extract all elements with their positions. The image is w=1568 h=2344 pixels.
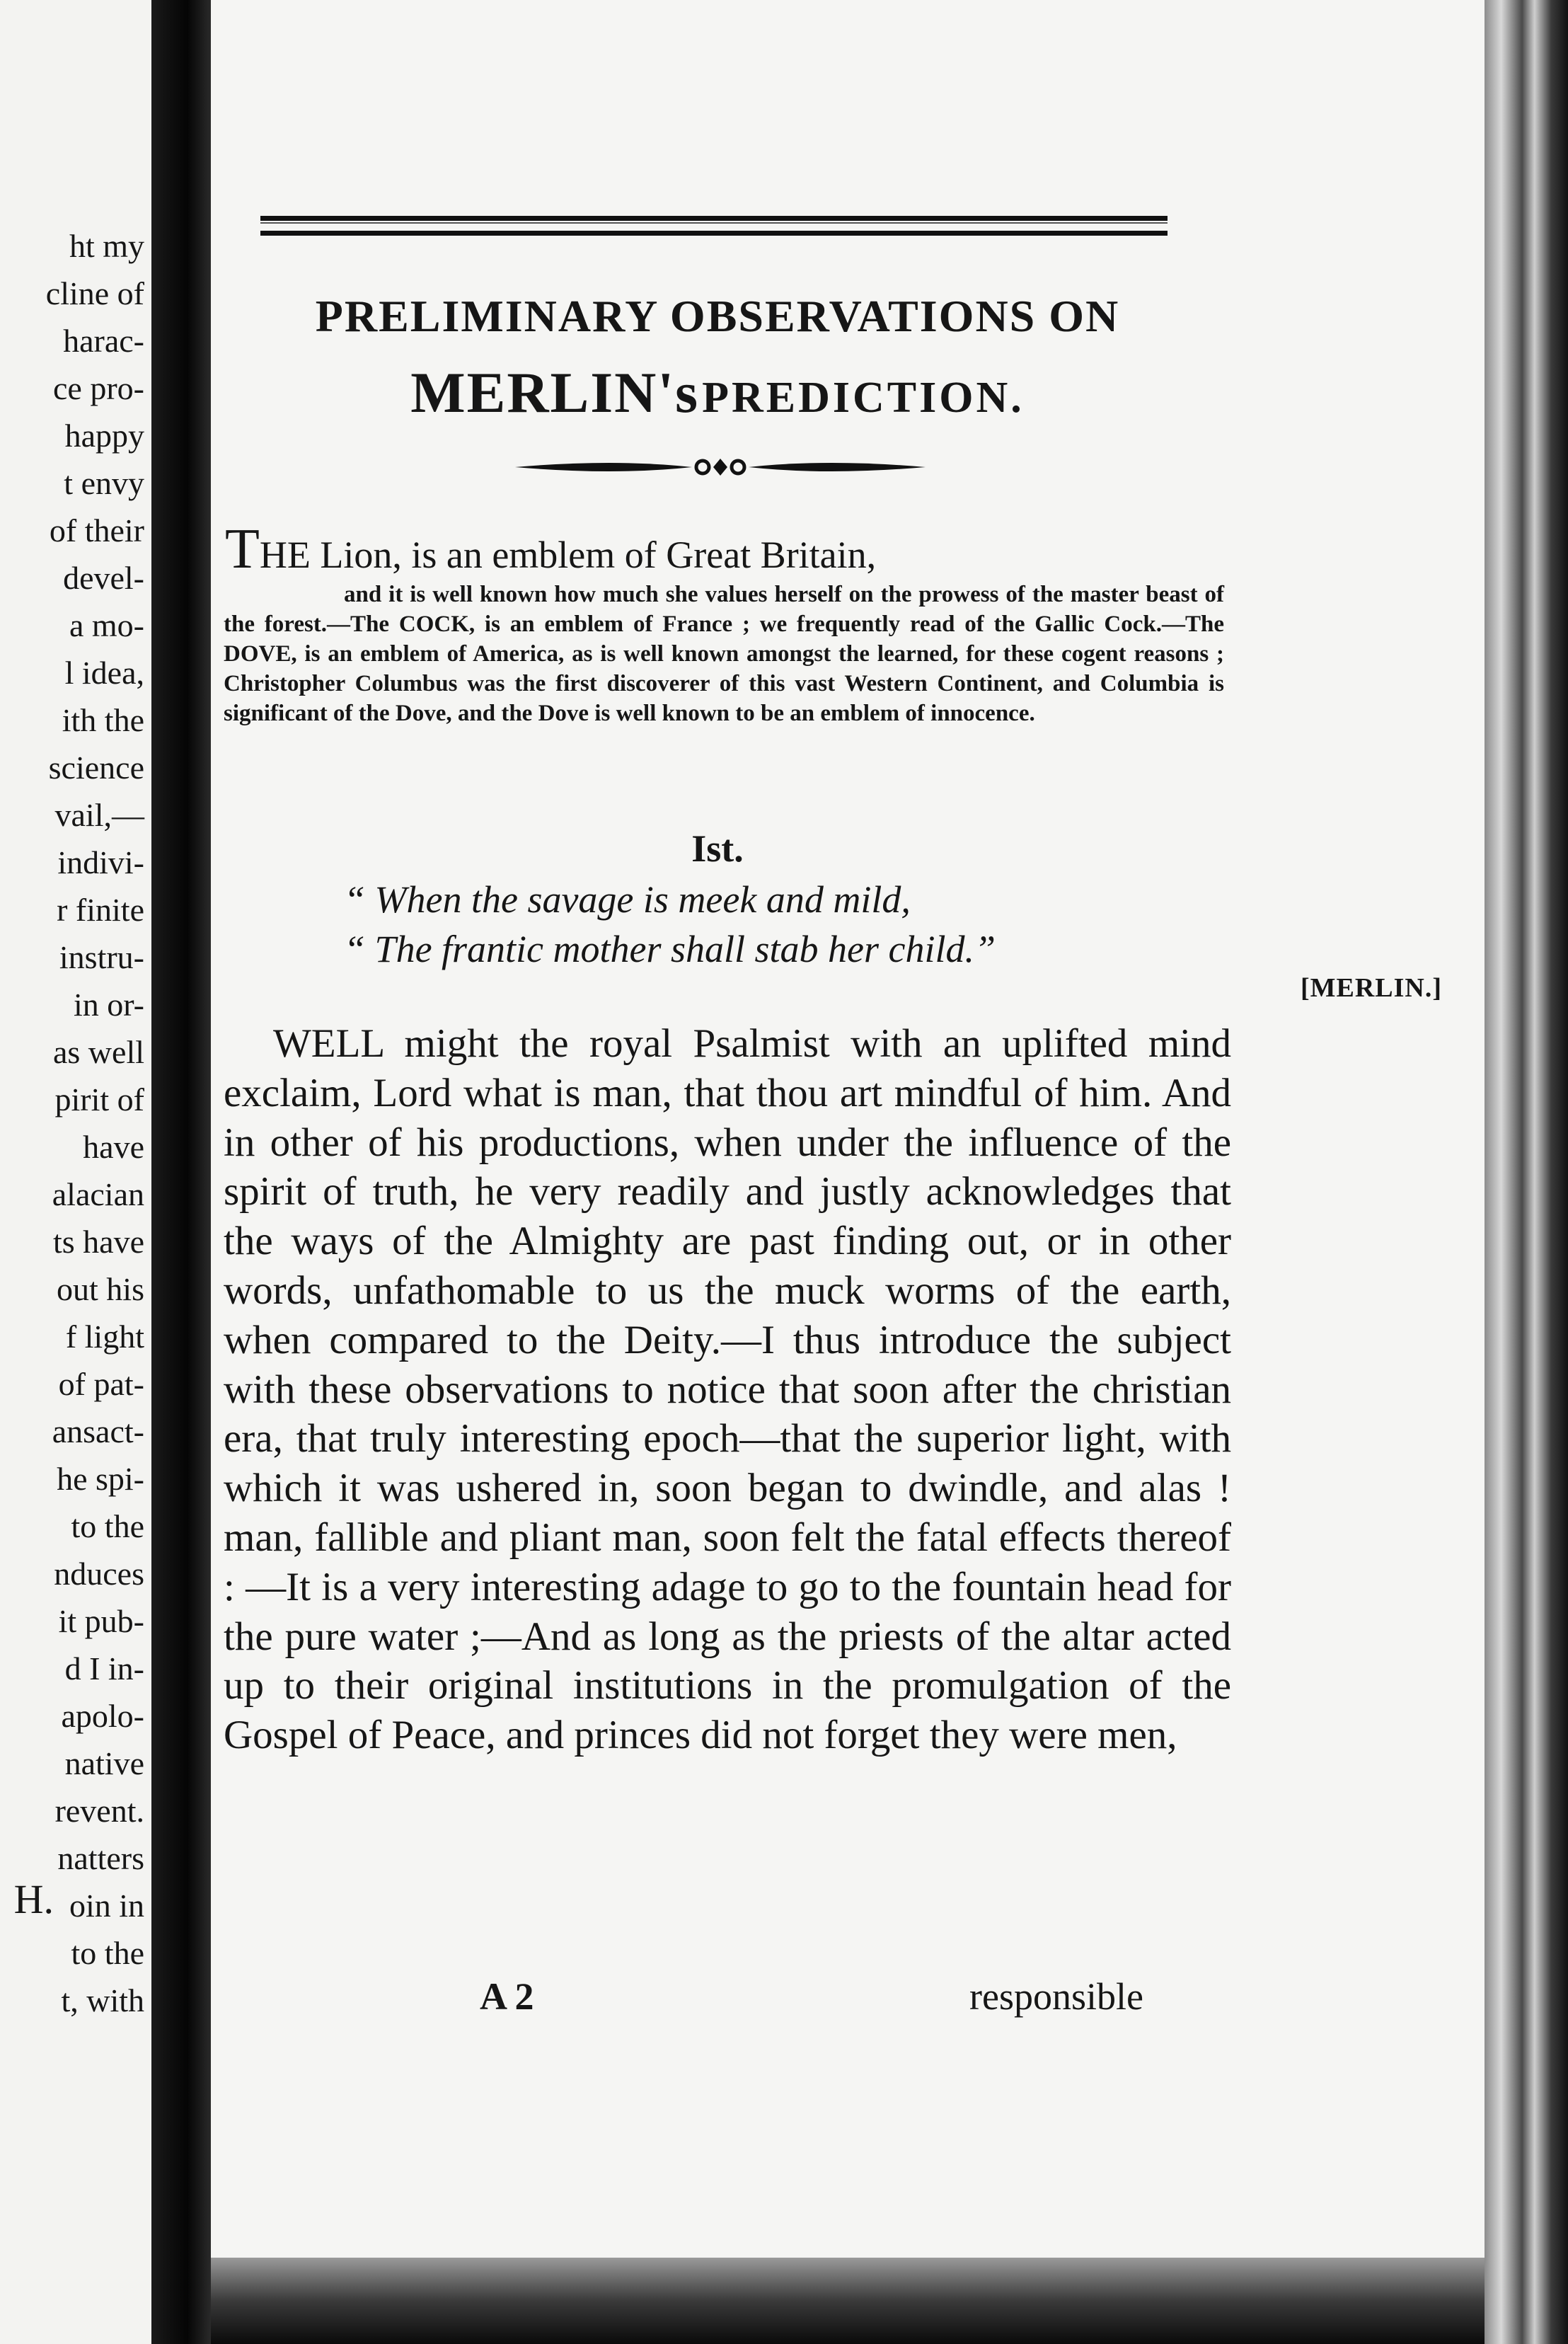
- drop-letter: T: [225, 518, 260, 580]
- left-page-fragment: of their: [49, 512, 144, 548]
- left-page-fragment: in or-: [74, 987, 144, 1023]
- book-gutter: [151, 0, 211, 2344]
- signature-mark: A 2: [480, 1975, 534, 2018]
- left-page-fragment: ts have: [52, 1224, 144, 1260]
- main-paragraph: [224, 1019, 1231, 1760]
- book-page: [211, 0, 1485, 2258]
- left-page-fragment: t envy: [64, 465, 144, 501]
- left-page-fragment: to the: [71, 1935, 144, 1971]
- left-page-fragment: pirit of: [54, 1081, 144, 1118]
- left-page-fragment: he spi-: [57, 1461, 144, 1497]
- left-page-fragment: as well: [52, 1034, 144, 1070]
- left-facing-page: [0, 0, 151, 2344]
- left-page-fragment: l idea,: [64, 655, 144, 691]
- left-page-fragment: revent.: [54, 1793, 144, 1829]
- intro-body-text: and it is well known how much she values herself on the prowess of the master beast of the forest.—The COCK, is an emblem of France ; we frequently read of the Gallic Cock.—The DOVE, is an emblem of America, as is well known amongst the learned, for these cogent reasons ; Christopher Columbus was the first discoverer of this vast Western Continent, and Columbia is significant of the Dove, and the Dove is well known to be an emblem of innocence.: [224, 582, 1224, 726]
- left-page-fragment: happy: [64, 418, 144, 454]
- left-page-fragment: ith the: [62, 702, 144, 738]
- left-page-fragment: oin in: [69, 1888, 144, 1924]
- intro-paragraph: [224, 518, 1224, 728]
- left-page-fragment: science: [48, 749, 144, 786]
- page-edges: [1485, 0, 1568, 2344]
- left-page-fragment: alacian: [52, 1176, 144, 1212]
- left-page-fragment: apolo-: [61, 1698, 144, 1734]
- left-page-fragment: r finite: [57, 892, 144, 928]
- left-page-fragment: d I in-: [64, 1650, 144, 1687]
- left-page-fragment: natters: [57, 1840, 144, 1876]
- left-page-fragment: to the: [71, 1508, 144, 1544]
- left-page-fragment: devel-: [63, 560, 144, 596]
- left-page-fragment: instru-: [59, 939, 144, 975]
- bottom-shadow: [211, 2258, 1485, 2344]
- heading-line-2: [211, 360, 1224, 426]
- verse-line-1: “ When the savage is meek and mild,: [344, 878, 911, 921]
- verse-number: Ist.: [691, 827, 744, 870]
- left-page-fragment: f light: [65, 1318, 144, 1355]
- verse-line-2: “ The frantic mother shall stab her child.”: [344, 928, 996, 970]
- verse-attribution: [MERLIN.]: [1300, 973, 1442, 1003]
- left-page-fragment: harac-: [63, 323, 144, 359]
- main-paragraph-text: WELL might the royal Psalmist with an uplifted mind exclaim, Lord what is man, that thou art mindful of him. And in other of his productions, when under the influence of the spirit of truth, he very readily and justly acknowledges that the ways of the Almighty are past finding out, or in other words, unfathomable to us the muck worms of the earth, when compared to the Deity.—I thus introduce the subject with these observations to notice that soon after the christian era, that truly interesting epoch—that the superior light, with which it was ushered in, soon began to dwindle, and alas ! man, fallible and pliant man, soon felt the fatal effects thereof : —It is a very interesting adage to go to the fountain head for the pure water ;—And as long as the priests of the altar acted up to their original institutions in the promulgation of the Gospel of Peace, and princes did not forget they were men,: [224, 1021, 1231, 1758]
- left-page-fragment: native: [64, 1745, 144, 1781]
- top-double-rule: [260, 216, 1168, 236]
- left-page-signature: H.: [13, 1876, 54, 1922]
- left-page-fragment: a mo-: [69, 607, 144, 643]
- left-page-fragment: cline of: [45, 275, 144, 311]
- left-page-fragment: ansact-: [52, 1413, 144, 1449]
- intro-body: [224, 580, 1224, 728]
- ornament-divider: [508, 453, 933, 481]
- left-page-fragment: it pub-: [58, 1603, 144, 1639]
- left-page-fragment: t, with: [61, 1982, 144, 2018]
- intro-first-line: [224, 518, 1224, 580]
- catchword: responsible: [969, 1975, 1143, 2018]
- intro-first-line-text: HE Lion, is an emblem of Great Britain,: [259, 534, 877, 576]
- left-page-fragment: ht my: [69, 228, 144, 264]
- heading-prediction: PREDICTION.: [702, 374, 1025, 422]
- heading-line-1: PRELIMINARY OBSERVATIONS ON: [315, 291, 1120, 341]
- left-page-fragment: vail,—: [54, 797, 144, 833]
- left-page-fragment: of pat-: [58, 1366, 144, 1402]
- left-page-fragment: nduces: [54, 1556, 144, 1592]
- left-page-fragment: out his: [57, 1271, 144, 1307]
- left-page-fragment: have: [83, 1129, 144, 1165]
- heading-merlins: MERLIN's: [410, 360, 700, 425]
- left-page-fragment: indivi-: [57, 844, 144, 880]
- left-page-fragment: ce pro-: [53, 370, 144, 406]
